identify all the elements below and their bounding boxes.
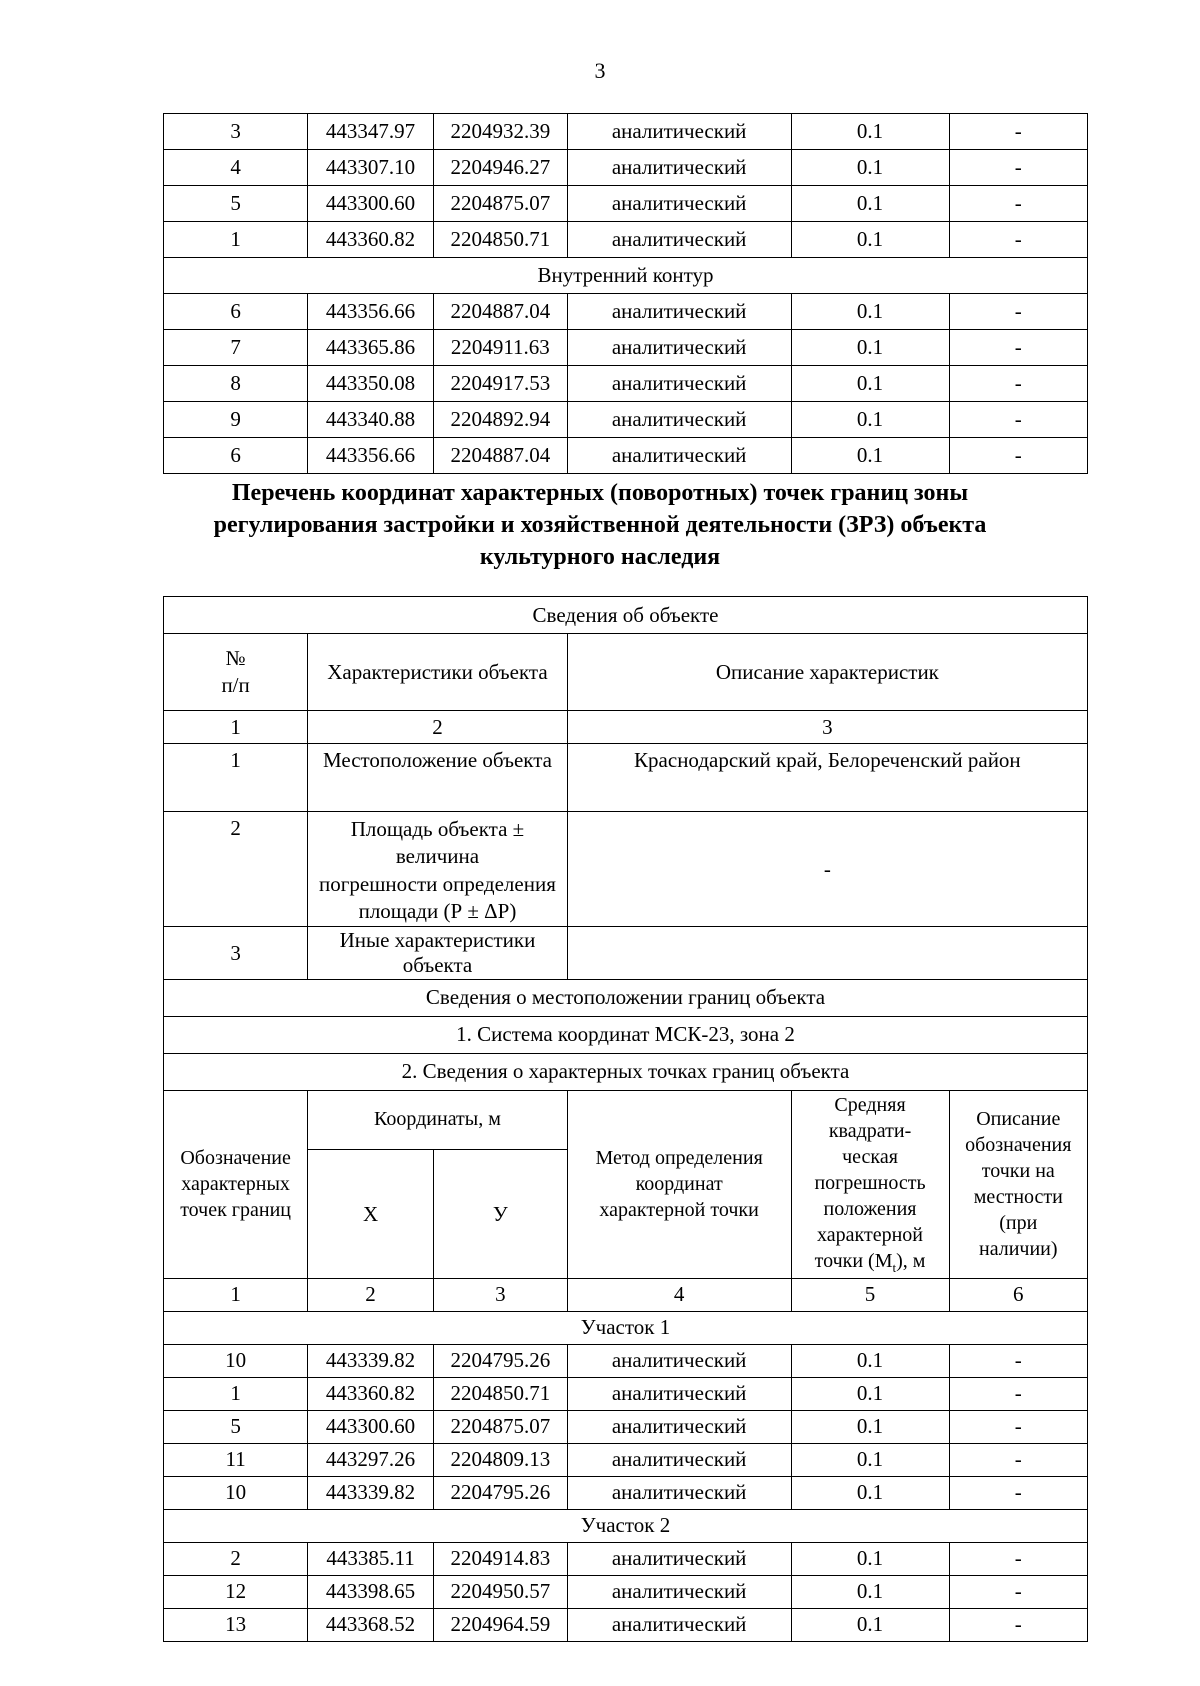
object-information-table xyxy=(163,596,1088,1642)
point-site-description: - xyxy=(949,294,1087,330)
header-mean-square-error xyxy=(791,1090,949,1278)
coordinates-table-continuation xyxy=(163,113,1088,474)
row-number: 2 xyxy=(164,812,308,927)
coordinate-x: 443360.82 xyxy=(308,1377,434,1410)
point-number: 9 xyxy=(164,402,308,438)
point-site-description: - xyxy=(949,114,1087,150)
coordinate-x: 443365.86 xyxy=(308,330,434,366)
point-site-description: - xyxy=(949,222,1087,258)
table-top-body xyxy=(164,114,1088,474)
mean-square-error: 0.1 xyxy=(791,150,949,186)
object-info-row-area xyxy=(164,812,1088,927)
mean-square-error: 0.1 xyxy=(791,1410,949,1443)
determination-method: аналитический xyxy=(567,294,791,330)
coordinate-y: 2204795.26 xyxy=(433,1476,567,1509)
determination-method: аналитический xyxy=(567,438,791,474)
table-row xyxy=(164,222,1088,258)
coordinate-x: 443300.60 xyxy=(308,1410,434,1443)
method-line-1: Метод определения xyxy=(595,1147,763,1170)
section-row-plot-2 xyxy=(164,1509,1088,1542)
table-row xyxy=(164,1410,1088,1443)
coordinate-y: 2204950.57 xyxy=(433,1575,567,1608)
error-line-7 xyxy=(814,1249,926,1275)
column-number-3: 3 xyxy=(567,711,1087,744)
row-number: 3 xyxy=(164,927,308,980)
point-site-description: - xyxy=(949,1542,1087,1575)
determination-method: аналитический xyxy=(567,150,791,186)
section-row-border-info xyxy=(164,979,1088,1016)
header-description: Описание характеристик xyxy=(567,634,1087,711)
coord-column-number-3: 3 xyxy=(433,1278,567,1311)
area-line-2: погрешности определения xyxy=(319,871,556,896)
section-row-points xyxy=(164,1053,1088,1090)
heading-line-1: Перечень координат характерных (поворотных) точек границ зоны xyxy=(231,480,969,506)
coordinate-x: 443356.66 xyxy=(308,438,434,474)
coordinate-x: 443398.65 xyxy=(308,1575,434,1608)
coordinate-x: 443356.66 xyxy=(308,294,434,330)
object-info-header-row xyxy=(164,634,1088,711)
error-line-2: квадрати- xyxy=(828,1119,912,1142)
sitedesc-line-1: Описание xyxy=(976,1108,1061,1131)
table-row xyxy=(164,1344,1088,1377)
coordinate-y: 2204892.94 xyxy=(433,402,567,438)
sitedesc-line-2: обозначения xyxy=(965,1134,1072,1157)
heading-line-3: культурного наследия xyxy=(479,543,721,570)
section-points-label: 2. Сведения о характерных точках границ объекта xyxy=(164,1053,1088,1090)
mean-square-error: 0.1 xyxy=(791,402,949,438)
sitedesc-line-4: местности xyxy=(973,1186,1063,1209)
table-row xyxy=(164,330,1088,366)
coordinate-y: 2204850.71 xyxy=(433,222,567,258)
point-number: 13 xyxy=(164,1608,308,1641)
determination-method: аналитический xyxy=(567,1443,791,1476)
method-line-3: характерной точки xyxy=(599,1199,759,1222)
point-site-description: - xyxy=(949,1344,1087,1377)
point-site-description: - xyxy=(949,1377,1087,1410)
determination-method: аналитический xyxy=(567,402,791,438)
coordinate-y: 2204875.07 xyxy=(433,1410,567,1443)
section-row-inner-contour xyxy=(164,258,1088,294)
designation-line-2: характерных xyxy=(181,1173,290,1196)
method-line-2: координат xyxy=(635,1173,723,1196)
area-line-1: Площадь объекта ± величина xyxy=(350,817,525,869)
coordinate-y: 2204911.63 xyxy=(433,330,567,366)
heading-line-2: регулирования застройки и хозяйственной деятельности (ЗРЗ) объекта xyxy=(213,511,987,538)
point-number: 10 xyxy=(164,1344,308,1377)
point-number: 5 xyxy=(164,186,308,222)
determination-method: аналитический xyxy=(567,1476,791,1509)
table-row xyxy=(164,366,1088,402)
mean-square-error: 0.1 xyxy=(791,222,949,258)
determination-method: аналитический xyxy=(567,1608,791,1641)
determination-method: аналитический xyxy=(567,366,791,402)
point-site-description: - xyxy=(949,1608,1087,1641)
coordinate-y: 2204946.27 xyxy=(433,150,567,186)
coordinates-numbering-row xyxy=(164,1278,1088,1311)
header-characteristics: Характеристики объекта xyxy=(308,634,568,711)
designation-line-3: точек границ xyxy=(180,1199,291,1222)
error-line-5: положения xyxy=(823,1197,917,1220)
coordinate-y: 2204850.71 xyxy=(433,1377,567,1410)
coordinate-y: 2204914.83 xyxy=(433,1542,567,1575)
characteristic-name: Местоположение объекта xyxy=(308,744,568,812)
coordinate-y: 2204887.04 xyxy=(433,294,567,330)
coordinate-x: 443339.82 xyxy=(308,1476,434,1509)
column-number-1: 1 xyxy=(164,711,308,744)
error-line-3: ческая xyxy=(842,1145,898,1168)
table-row xyxy=(164,1542,1088,1575)
characteristic-value: - xyxy=(567,812,1087,927)
area-line-3: площади (Р ± ΔР) xyxy=(358,898,517,923)
coordinate-y: 2204887.04 xyxy=(433,438,567,474)
coordinate-x: 443368.52 xyxy=(308,1608,434,1641)
sitedesc-line-5: (при xyxy=(999,1212,1038,1235)
determination-method: аналитический xyxy=(567,1575,791,1608)
coord-column-number-5: 5 xyxy=(791,1278,949,1311)
determination-method: аналитический xyxy=(567,1377,791,1410)
coordinate-y: 2204795.26 xyxy=(433,1344,567,1377)
point-number: 6 xyxy=(164,438,308,474)
plot-1-label: Участок 1 xyxy=(164,1311,1088,1344)
coordinate-y: 2204964.59 xyxy=(433,1608,567,1641)
object-info-row-location xyxy=(164,744,1088,812)
error-line-7-pre: точки (M xyxy=(814,1249,893,1272)
mean-square-error: 0.1 xyxy=(791,1476,949,1509)
coordinate-x: 443347.97 xyxy=(308,114,434,150)
plot-2-label: Участок 2 xyxy=(164,1509,1088,1542)
header-np-line1: № xyxy=(225,645,246,670)
point-site-description: - xyxy=(949,1443,1087,1476)
coord-column-number-1: 1 xyxy=(164,1278,308,1311)
header-np xyxy=(164,634,308,711)
section-row-plot-1 xyxy=(164,1311,1088,1344)
error-line-1: Средняя xyxy=(834,1093,906,1116)
table-row xyxy=(164,1377,1088,1410)
point-number: 2 xyxy=(164,1542,308,1575)
mean-square-error: 0.1 xyxy=(791,1542,949,1575)
determination-method: аналитический xyxy=(567,1410,791,1443)
mean-square-error: 0.1 xyxy=(791,114,949,150)
characteristic-value xyxy=(567,927,1087,980)
object-info-numbering-row xyxy=(164,711,1088,744)
header-point-designation xyxy=(164,1090,308,1278)
point-site-description: - xyxy=(949,1410,1087,1443)
point-number: 1 xyxy=(164,222,308,258)
table-row xyxy=(164,294,1088,330)
point-number: 1 xyxy=(164,1377,308,1410)
mean-square-error: 0.1 xyxy=(791,1575,949,1608)
coordinate-x: 443339.82 xyxy=(308,1344,434,1377)
section-crs-label: 1. Система координат МСК-23, зона 2 xyxy=(164,1016,1088,1053)
mean-square-error: 0.1 xyxy=(791,438,949,474)
point-number: 7 xyxy=(164,330,308,366)
table-row xyxy=(164,1443,1088,1476)
determination-method: аналитический xyxy=(567,1344,791,1377)
point-number: 5 xyxy=(164,1410,308,1443)
coordinate-y: 2204875.07 xyxy=(433,186,567,222)
sitedesc-line-6: наличии) xyxy=(978,1238,1058,1261)
table-row xyxy=(164,1476,1088,1509)
point-number: 12 xyxy=(164,1575,308,1608)
sitedesc-line-3: точки на xyxy=(981,1160,1055,1183)
object-info-title: Сведения об объекте xyxy=(164,597,1088,634)
column-number-2: 2 xyxy=(308,711,568,744)
designation-line-1: Обозначение xyxy=(180,1147,291,1170)
determination-method: аналитический xyxy=(567,330,791,366)
mean-square-error: 0.1 xyxy=(791,1443,949,1476)
object-info-row-other xyxy=(164,927,1088,980)
header-method xyxy=(567,1090,791,1278)
determination-method: аналитический xyxy=(567,1542,791,1575)
section-border-info-label: Сведения о местоположении границ объекта xyxy=(164,979,1088,1016)
point-number: 6 xyxy=(164,294,308,330)
coord-column-number-2: 2 xyxy=(308,1278,434,1311)
coord-column-number-4: 4 xyxy=(567,1278,791,1311)
table-row xyxy=(164,114,1088,150)
page-number: 3 xyxy=(594,58,606,83)
point-number: 8 xyxy=(164,366,308,402)
determination-method: аналитический xyxy=(567,222,791,258)
coordinate-x: 443385.11 xyxy=(308,1542,434,1575)
determination-method: аналитический xyxy=(567,114,791,150)
coordinate-y: 2204917.53 xyxy=(433,366,567,402)
header-np-line2: п/п xyxy=(221,673,250,697)
point-site-description: - xyxy=(949,330,1087,366)
determination-method: аналитический xyxy=(567,186,791,222)
coordinate-y: 2204932.39 xyxy=(433,114,567,150)
header-y: У xyxy=(433,1150,567,1278)
point-site-description: - xyxy=(949,150,1087,186)
coordinates-header-row-1 xyxy=(164,1090,1088,1150)
characteristic-value: Краснодарский край, Белореченский район xyxy=(567,744,1087,812)
point-site-description: - xyxy=(949,1476,1087,1509)
coordinate-x: 443297.26 xyxy=(308,1443,434,1476)
coordinate-x: 443340.88 xyxy=(308,402,434,438)
mean-square-error: 0.1 xyxy=(791,1608,949,1641)
error-line-4: погрешность xyxy=(814,1171,926,1194)
error-line-7-subscript: t xyxy=(892,1259,897,1275)
coordinate-x: 443300.60 xyxy=(308,186,434,222)
error-line-6: характерной xyxy=(817,1223,924,1246)
point-site-description: - xyxy=(949,402,1087,438)
inner-contour-label: Внутренний контур xyxy=(164,258,1088,294)
point-number: 3 xyxy=(164,114,308,150)
header-coordinates: Координаты, м xyxy=(308,1090,568,1150)
coordinate-y: 2204809.13 xyxy=(433,1443,567,1476)
point-number: 4 xyxy=(164,150,308,186)
mean-square-error: 0.1 xyxy=(791,294,949,330)
section-heading xyxy=(150,478,1050,574)
error-line-7-post: ), м xyxy=(896,1249,926,1272)
mean-square-error: 0.1 xyxy=(791,330,949,366)
characteristic-name: Иные характеристики объекта xyxy=(308,927,568,980)
point-site-description: - xyxy=(949,366,1087,402)
coordinate-x: 443350.08 xyxy=(308,366,434,402)
coordinate-x: 443307.10 xyxy=(308,150,434,186)
point-number: 11 xyxy=(164,1443,308,1476)
table-main-body xyxy=(164,597,1088,1642)
point-site-description: - xyxy=(949,1575,1087,1608)
section-row-crs xyxy=(164,1016,1088,1053)
point-number: 10 xyxy=(164,1476,308,1509)
table-row xyxy=(164,186,1088,222)
table-row xyxy=(164,1608,1088,1641)
point-site-description: - xyxy=(949,438,1087,474)
coordinate-x: 443360.82 xyxy=(308,222,434,258)
mean-square-error: 0.1 xyxy=(791,1377,949,1410)
table-row xyxy=(164,402,1088,438)
mean-square-error: 0.1 xyxy=(791,1344,949,1377)
mean-square-error: 0.1 xyxy=(791,366,949,402)
table-row xyxy=(164,1575,1088,1608)
mean-square-error: 0.1 xyxy=(791,186,949,222)
characteristic-name xyxy=(308,812,568,927)
header-x: Х xyxy=(308,1150,434,1278)
header-site-description xyxy=(949,1090,1087,1278)
row-number: 1 xyxy=(164,744,308,812)
object-info-title-row xyxy=(164,597,1088,634)
table-row xyxy=(164,438,1088,474)
coord-column-number-6: 6 xyxy=(949,1278,1087,1311)
point-site-description: - xyxy=(949,186,1087,222)
table-row xyxy=(164,150,1088,186)
